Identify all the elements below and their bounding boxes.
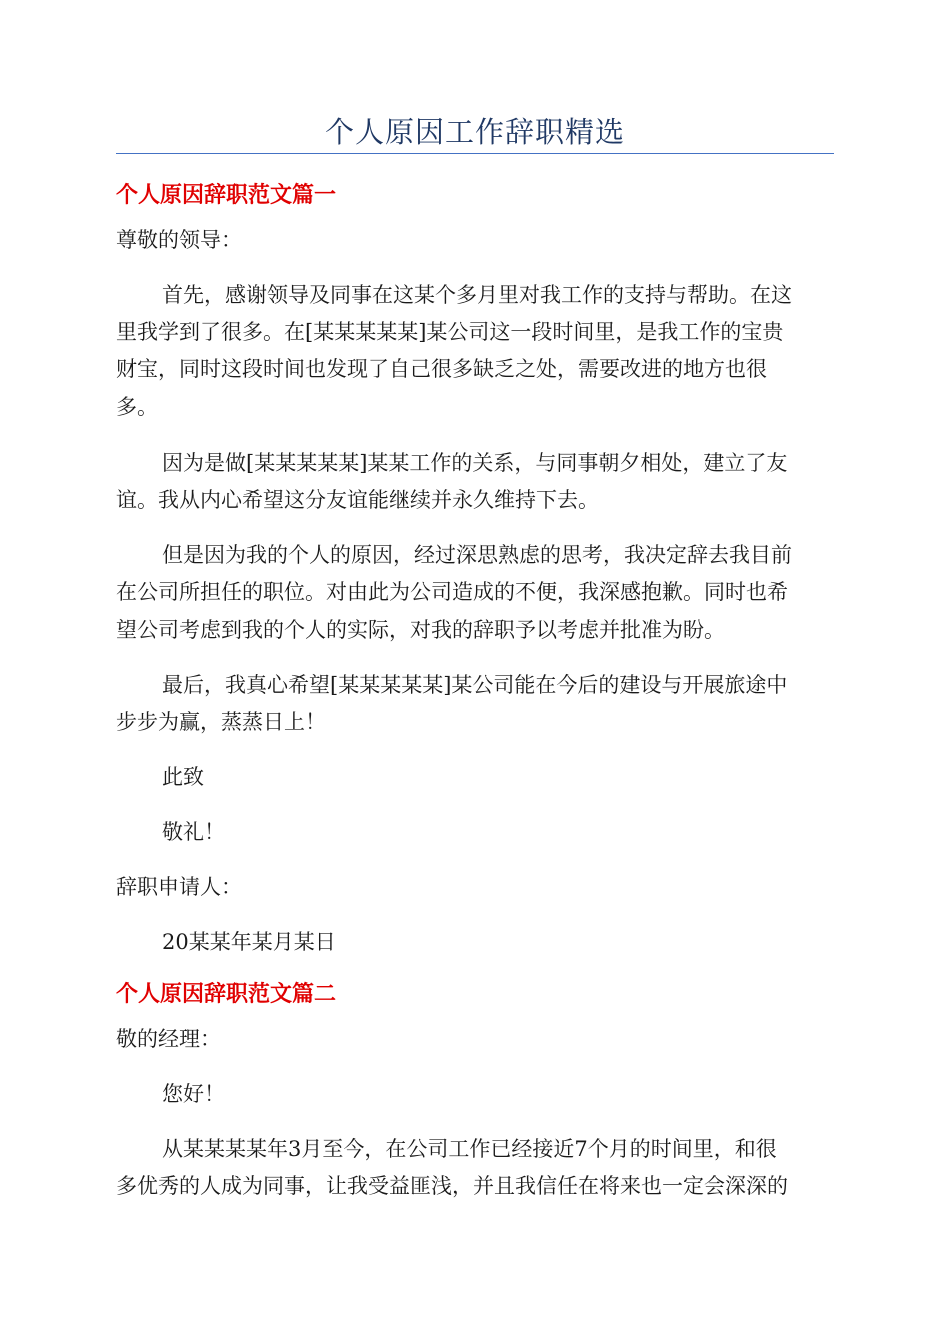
section2-p1-line: 多优秀的人成为同事，让我受益匪浅，并且我信任在将来也一定会深深的: [116, 1174, 788, 1198]
section1-p1-line: 首先，感谢领导及同事在这某个多月里对我工作的支持与帮助。在这: [162, 283, 792, 307]
section1-p3-line: 在公司所担任的职位。对由此为公司造成的不便，我深感抱歉。同时也希: [116, 580, 788, 604]
section1-p1-line: 财宝，同时这段时间也发现了自己很多缺乏之处，需要改进的地方也很: [116, 357, 767, 381]
section1-p1-line: 多。: [116, 395, 158, 419]
title-underline: [116, 153, 834, 154]
section1-p4-line: 步步为赢，蒸蒸日上！: [116, 710, 326, 734]
date-line: 20某某年某月某日: [162, 930, 336, 954]
section2-heading: 个人原因辞职范文篇二: [116, 982, 337, 1007]
section1-p3-line: 望公司考虑到我的个人的实际，对我的辞职予以考虑并批准为盼。: [116, 618, 725, 642]
section2-salutation: 敬的经理：: [116, 1027, 221, 1051]
section2-greeting: 您好！: [162, 1082, 225, 1106]
section1-p2-line: 谊。我从内心希望这分友谊能继续并永久维持下去。: [116, 488, 599, 512]
section1-p4-line: 最后，我真心希望[某某某某某]某公司能在今后的建设与开展旅途中: [162, 673, 788, 697]
signer-label: 辞职申请人：: [116, 875, 242, 899]
section1-heading: 个人原因辞职范文篇一: [116, 183, 337, 208]
section1-p1-line: 里我学到了很多。在[某某某某某]某公司这一段时间里，是我工作的宝贵: [116, 320, 784, 344]
section1-p3-line: 但是因为我的个人的原因，经过深思熟虑的思考，我决定辞去我目前: [162, 543, 792, 567]
section1-salutation: 尊敬的领导：: [116, 228, 242, 252]
section2-p1-line: 从某某某某年3月至今，在公司工作已经接近7个月的时间里，和很: [162, 1137, 777, 1161]
closing-salute: 敬礼！: [162, 820, 225, 844]
section1-p2-line: 因为是做[某某某某某]某某工作的关系，与同事朝夕相处，建立了友: [162, 451, 788, 475]
document-title: 个人原因工作辞职精选: [324, 115, 625, 149]
closing-line: 此致: [162, 765, 204, 789]
